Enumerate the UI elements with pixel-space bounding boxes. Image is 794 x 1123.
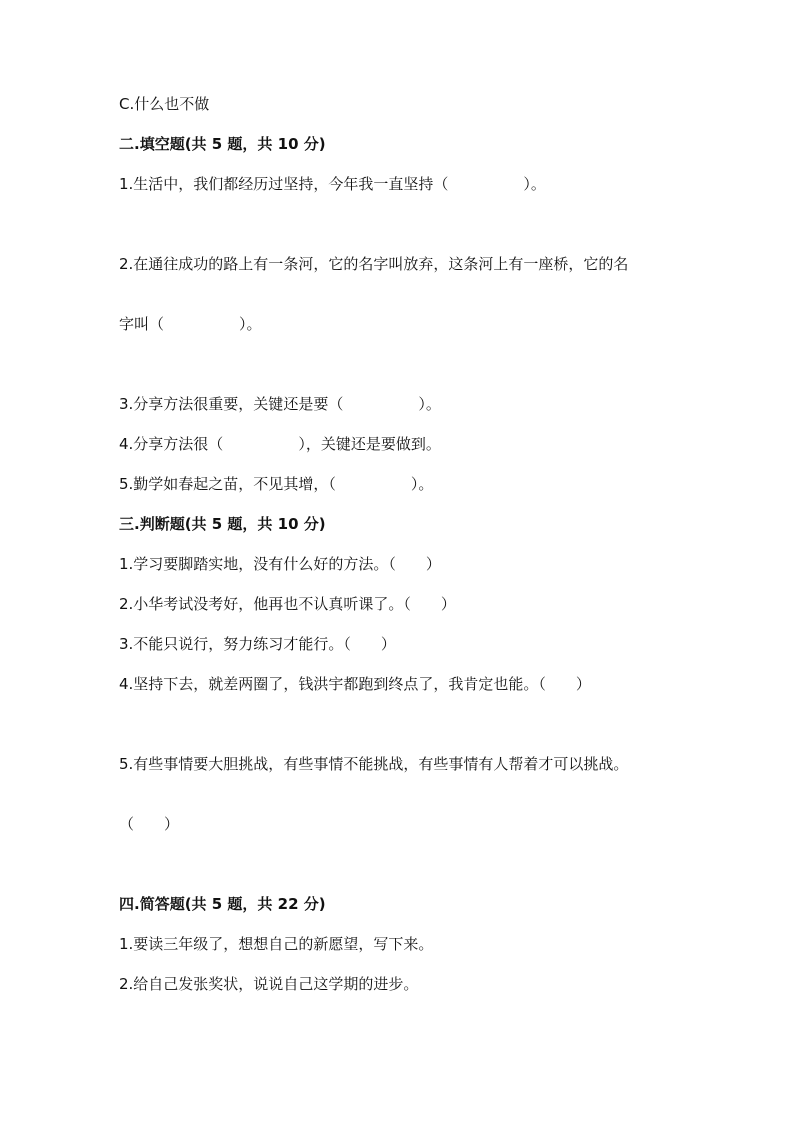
fill-q1: 1.生活中，我们都经历过坚持，今年我一直坚持（ ）。 [119, 175, 546, 193]
fill-q2-line1: 2.在通往成功的路上有一条河，它的名字叫放弃，这条河上有一座桥，它的名 [119, 255, 629, 273]
judge-q2: 2.小华考试没考好，他再也不认真听课了。（ ） [119, 595, 456, 613]
document-page [119, 94, 679, 994]
option-c-text: C.什么也不做 [119, 95, 210, 113]
judge-q5 [119, 714, 679, 874]
fill-q4: 4.分享方法很（ ），关键还是要做到。 [119, 435, 441, 453]
section-judge-title: 三.判断题(共 5 题，共 10 分) [119, 515, 326, 533]
fill-q5: 5.勤学如春起之苗，不见其增，（ ）。 [119, 475, 434, 493]
short-q2: 2.给自己发张奖状，说说自己这学期的进步。 [119, 975, 419, 993]
section-fill-in-title: 二.填空题(共 5 题，共 10 分) [119, 135, 326, 153]
fill-q3: 3.分享方法很重要，关键还是要（ ）。 [119, 395, 441, 413]
judge-q3: 3.不能只说行，努力练习才能行。（ ） [119, 635, 396, 653]
judge-q4: 4.坚持下去，就差两圈了，钱洪宇都跑到终点了，我肯定也能。（ ） [119, 675, 591, 693]
judge-q5-line1: 5.有些事情要大胆挑战，有些事情不能挑战，有些事情有人帮着才可以挑战。 [119, 755, 629, 773]
judge-q1: 1.学习要脚踏实地，没有什么好的方法。（ ） [119, 555, 441, 573]
section-short-answer-title: 四.简答题(共 5 题，共 22 分) [119, 895, 326, 913]
short-q1: 1.要读三年级了，想想自己的新愿望，写下来。 [119, 935, 434, 953]
fill-q2-line2: 字叫（ ）。 [119, 315, 262, 333]
judge-q5-line2: （ ） [119, 815, 180, 833]
fill-q2 [119, 214, 679, 374]
